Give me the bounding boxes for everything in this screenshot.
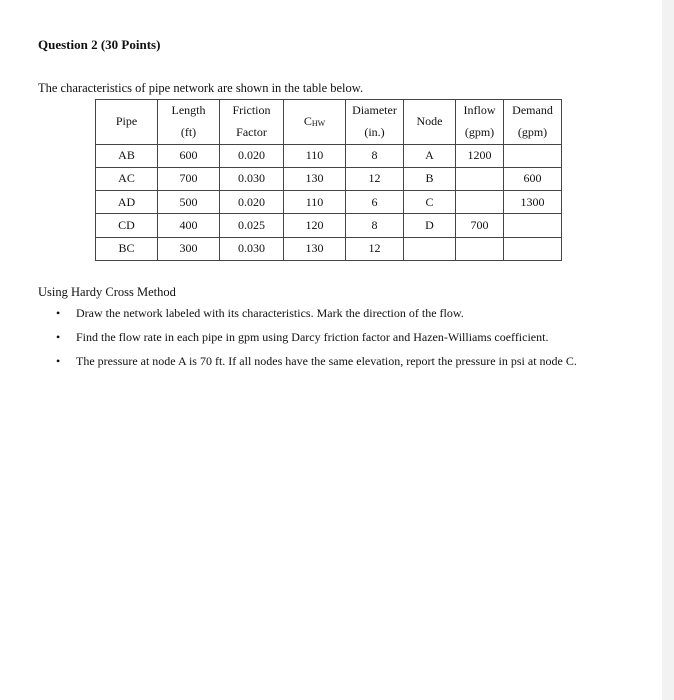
cell-chw: 110	[284, 144, 346, 167]
header-chw-main: C	[303, 114, 312, 129]
cell-pipe: CD	[96, 214, 158, 237]
list-item	[56, 306, 656, 330]
intro-text: The characteristics of pipe network are shown in the table below.	[38, 81, 364, 95]
header-demand: Demand	[504, 100, 562, 122]
bullet-icon: •	[56, 330, 61, 344]
question-heading: Question 2 (30 Points)	[38, 37, 161, 52]
task-text: The pressure at node A is 70 ft. If all nodes have the same elevation, report the pressure in psi at node C.	[76, 354, 577, 368]
cell-diameter: 12	[346, 167, 404, 190]
cell-chw: 120	[284, 214, 346, 237]
cell-length: 600	[158, 144, 220, 167]
cell-friction: 0.020	[220, 191, 284, 214]
cell-diameter: 8	[346, 214, 404, 237]
cell-node: C	[404, 191, 456, 214]
cell-friction: 0.030	[220, 237, 284, 260]
header-pipe: Pipe	[96, 100, 158, 145]
cell-pipe: AC	[96, 167, 158, 190]
header-length: Length	[158, 100, 220, 122]
table-row	[96, 144, 562, 167]
header-chw	[284, 100, 346, 145]
bullet-icon: •	[56, 306, 61, 320]
cell-pipe: BC	[96, 237, 158, 260]
header-inflow-unit: (gpm)	[456, 122, 504, 144]
header-demand-unit: (gpm)	[504, 122, 562, 144]
cell-node: A	[404, 144, 456, 167]
cell-diameter: 6	[346, 191, 404, 214]
cell-demand: 600	[504, 167, 562, 190]
task-text: Find the flow rate in each pipe in gpm using Darcy friction factor and Hazen-Williams coefficient.	[76, 330, 549, 344]
header-length-unit: (ft)	[158, 122, 220, 144]
cell-pipe: AB	[96, 144, 158, 167]
cell-demand	[504, 144, 562, 167]
header-diameter: Diameter	[346, 100, 404, 122]
table-header-row	[96, 100, 562, 122]
cell-length: 500	[158, 191, 220, 214]
cell-inflow: 700	[456, 214, 504, 237]
cell-demand	[504, 237, 562, 260]
cell-node: D	[404, 214, 456, 237]
list-item	[56, 330, 656, 354]
header-friction: Friction	[220, 100, 284, 122]
cell-length: 300	[158, 237, 220, 260]
method-line: Using Hardy Cross Method	[38, 285, 176, 299]
cell-inflow	[456, 237, 504, 260]
cell-node: B	[404, 167, 456, 190]
header-chw-sub: HW	[311, 119, 326, 129]
table-row	[96, 167, 562, 190]
pipe-characteristics-table	[95, 99, 562, 261]
cell-length: 700	[158, 167, 220, 190]
cell-chw: 130	[284, 167, 346, 190]
cell-inflow: 1200	[456, 144, 504, 167]
header-friction-unit: Factor	[220, 122, 284, 144]
cell-inflow	[456, 167, 504, 190]
cell-length: 400	[158, 214, 220, 237]
cell-inflow	[456, 191, 504, 214]
cell-friction: 0.025	[220, 214, 284, 237]
cell-chw: 110	[284, 191, 346, 214]
cell-diameter: 12	[346, 237, 404, 260]
cell-friction: 0.030	[220, 167, 284, 190]
bullet-icon: •	[56, 354, 61, 368]
cell-demand	[504, 214, 562, 237]
header-diameter-unit: (in.)	[346, 122, 404, 144]
cell-pipe: AD	[96, 191, 158, 214]
table-row	[96, 191, 562, 214]
table-row	[96, 214, 562, 237]
task-list	[56, 306, 656, 378]
cell-node	[404, 237, 456, 260]
page-edge-shadow	[662, 0, 674, 700]
cell-chw: 130	[284, 237, 346, 260]
header-node: Node	[404, 100, 456, 145]
task-text: Draw the network labeled with its characteristics. Mark the direction of the flow.	[76, 306, 464, 320]
cell-friction: 0.020	[220, 144, 284, 167]
cell-diameter: 8	[346, 144, 404, 167]
list-item	[56, 354, 656, 378]
header-inflow: Inflow	[456, 100, 504, 122]
cell-demand: 1300	[504, 191, 562, 214]
table-row	[96, 237, 562, 260]
